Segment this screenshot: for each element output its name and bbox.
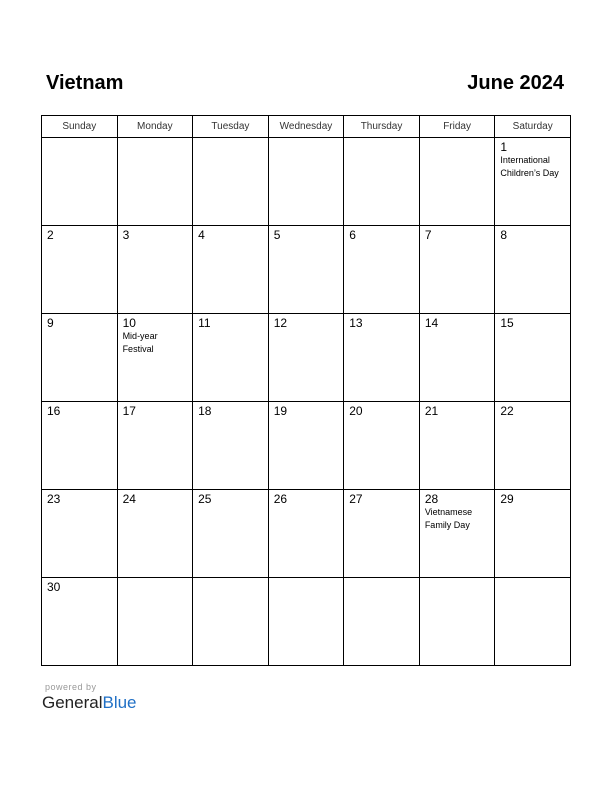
day-number: 7 <box>424 228 432 242</box>
week-row <box>42 314 571 402</box>
generalblue-logo[interactable] <box>42 693 137 713</box>
day-number: 2 <box>47 228 54 242</box>
day-number: 20 <box>349 404 363 418</box>
day-cell <box>419 226 495 314</box>
day-cell <box>495 138 571 226</box>
day-cell <box>495 314 571 402</box>
day-cell <box>495 402 571 490</box>
day-cell <box>117 402 193 490</box>
day-number: 23 <box>47 492 61 506</box>
day-number: 6 <box>349 228 356 242</box>
holiday-event: Vietnamese Family Day <box>424 507 473 530</box>
day-cell <box>42 314 118 402</box>
weekday-header-row <box>42 116 571 138</box>
weekday-header: Thursday <box>344 116 420 138</box>
day-number: 22 <box>500 404 514 418</box>
weekday-header: Wednesday <box>268 116 344 138</box>
day-number: 15 <box>500 316 514 330</box>
empty-day-cell <box>419 578 495 666</box>
empty-day-cell <box>42 138 118 226</box>
day-number: 1 <box>500 140 508 154</box>
day-cell <box>42 402 118 490</box>
day-cell <box>42 490 118 578</box>
empty-day-cell <box>268 578 344 666</box>
day-cell <box>117 314 193 402</box>
empty-day-cell <box>117 578 193 666</box>
day-number: 26 <box>273 492 288 506</box>
holiday-event: International Children’s Day <box>500 155 559 178</box>
week-row <box>42 226 571 314</box>
day-number: 12 <box>273 316 288 330</box>
day-number: 28 <box>424 492 439 506</box>
day-cell <box>419 314 495 402</box>
day-number: 8 <box>500 228 508 242</box>
day-cell <box>193 314 269 402</box>
weekday-header: Tuesday <box>193 116 269 138</box>
day-number: 17 <box>122 404 136 418</box>
powered-by-label: powered by <box>45 682 97 692</box>
calendar-grid <box>41 115 571 666</box>
day-number: 19 <box>273 404 288 418</box>
day-number: 5 <box>273 228 281 242</box>
day-cell <box>495 490 571 578</box>
day-number: 18 <box>198 404 212 418</box>
empty-day-cell <box>419 138 495 226</box>
empty-day-cell <box>344 138 420 226</box>
day-cell <box>344 314 420 402</box>
empty-day-cell <box>344 578 420 666</box>
holiday-event: Mid-year Festival <box>122 331 158 354</box>
day-cell <box>268 402 344 490</box>
weekday-header: Monday <box>117 116 193 138</box>
day-cell <box>268 226 344 314</box>
day-cell <box>42 226 118 314</box>
day-cell <box>42 578 118 666</box>
empty-day-cell <box>268 138 344 226</box>
day-cell <box>268 490 344 578</box>
week-row <box>42 402 571 490</box>
empty-day-cell <box>193 138 269 226</box>
day-cell <box>193 226 269 314</box>
empty-day-cell <box>117 138 193 226</box>
weekday-header: Friday <box>419 116 495 138</box>
day-cell <box>117 490 193 578</box>
day-cell <box>419 402 495 490</box>
day-cell <box>419 490 495 578</box>
day-cell <box>344 402 420 490</box>
day-number: 21 <box>424 404 439 418</box>
day-number: 14 <box>424 316 439 330</box>
day-number: 24 <box>122 492 136 506</box>
day-number: 10 <box>122 316 136 330</box>
month-title: June 2024 <box>467 72 564 94</box>
day-number: 13 <box>349 316 363 330</box>
country-title: Vietnam <box>46 72 124 94</box>
day-cell <box>117 226 193 314</box>
day-number: 25 <box>198 492 212 506</box>
empty-day-cell <box>495 578 571 666</box>
day-number: 29 <box>500 492 514 506</box>
empty-day-cell <box>193 578 269 666</box>
day-number: 16 <box>47 404 61 418</box>
day-cell <box>268 314 344 402</box>
day-number: 27 <box>349 492 363 506</box>
brand-general-text: General <box>42 693 103 712</box>
day-cell <box>495 226 571 314</box>
day-cell <box>193 490 269 578</box>
day-number: 9 <box>47 316 54 330</box>
week-row <box>42 578 571 666</box>
week-row <box>42 138 571 226</box>
day-number: 4 <box>198 228 205 242</box>
day-cell <box>344 490 420 578</box>
day-number: 11 <box>198 316 211 330</box>
day-number: 30 <box>47 580 61 594</box>
weekday-header: Sunday <box>42 116 118 138</box>
week-row <box>42 490 571 578</box>
brand-blue-text: Blue <box>102 693 137 712</box>
day-cell <box>344 226 420 314</box>
weekday-header: Saturday <box>495 116 571 138</box>
day-cell <box>193 402 269 490</box>
day-number: 3 <box>122 228 130 242</box>
